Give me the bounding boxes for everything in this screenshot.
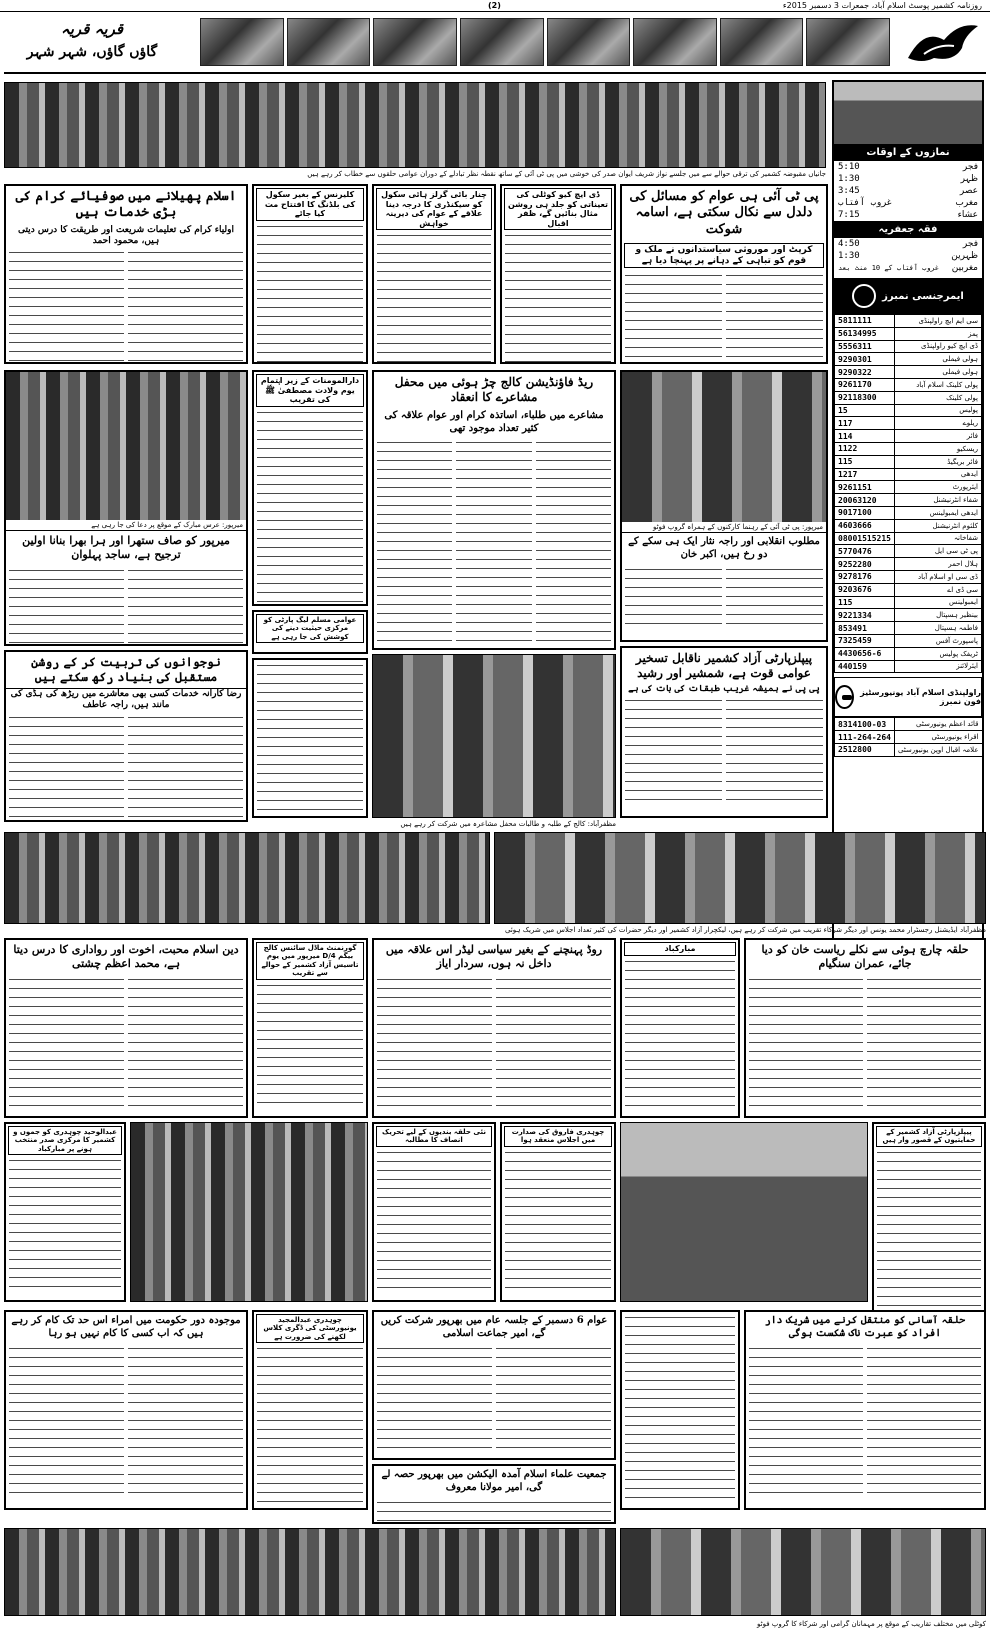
emergency-header: ایمرجنسی نمبرز [834,278,982,314]
phone-label: شفاء انٹرنیشنل [894,494,981,507]
phone-number: 5556311 [835,340,895,353]
article-12: عوامی مسلم لیگ پارٹی کو مرکزی حیثیت دینے کی کوشش کی جا رہی ہے [252,610,368,654]
phone-number: 15 [835,404,895,417]
phone-label: پاسپورٹ آفس [894,634,981,647]
article-19: عوام 6 دسمبر کے جلسہ عام میں بھرپور شرکت کریں گے، امیر جماعت اسلامی [372,1310,616,1460]
phone-label: ڈی سی او اسلام آباد [894,570,981,583]
phone-row [835,609,982,622]
banner-photos [200,18,890,66]
uni-header: راولپنڈی اسلام آباد یونیورسٹیز فون نمبرز [834,677,982,717]
phone-number: 9203676 [835,583,895,596]
phone-number: 9278176 [835,570,895,583]
section-logo [12,20,172,70]
phone-number: 1217 [835,468,895,481]
phone-row [835,327,982,340]
phone-label: کلثوم انٹرنیشنل [894,519,981,532]
phone-label: شفاخانہ [894,532,981,545]
article-24: چوہدری فاروق کی صدارت میں اجلاس منعقد ہوا [500,1122,616,1302]
mid-caption: مظفرآباد ایڈیشنل رجسٹرار محمد یونس اور دیگر شرکاء تقریب میں شرکت کر رہے ہیں، لیکچرار آزاد کشمیر اور دیگر حضرات کی کثیر تعداد اجلاس میں شریک ہوئی [505,926,986,934]
phone-row [835,378,982,391]
phone-number: 4603666 [835,519,895,532]
phone-row [835,442,982,455]
phone-number: 92118300 [835,391,895,404]
phone-row [835,506,982,519]
phone-number: 853491 [835,622,895,635]
phone-row [835,353,982,366]
phone-row [835,494,982,507]
bird-logo-icon [904,18,982,68]
phone-row [835,315,982,328]
phone-label: ریسکیو [894,442,981,455]
phone-number: 9221334 [835,609,895,622]
phone-label: ایئرلائنز [894,660,981,673]
phone-row [835,519,982,532]
masthead-text: روزنامہ کشمیر پوسٹ اسلام آباد، جمعرات 3 دسمبر 2015ء [782,1,982,10]
article-18-photo [620,1122,868,1302]
phone-number: 5811111 [835,315,895,328]
article-8: میرپور: پی ٹی آئی کے رہنما کارکنوں کے ہمراہ گروپ فوٹو مطلوب انقلابی اور راجہ نثار ایک ہی سکے کے دو رخ ہیں، اکبر خان [620,370,828,642]
masthead-line [0,0,990,12]
article-14: روڈ پہنچنے کے بغیر سیاسی لیڈر اس علاقہ میں داخل نہ ہوں، سردار ایاز [372,938,616,1118]
article-23b: نئی حلقہ بندیوں کے لیے تحریک انصاف کا مطالبہ [372,1122,496,1302]
phone-number: 114 [835,430,895,443]
section-title: قریہ قریہ [60,20,124,38]
phone-label: ایمبولینس [894,596,981,609]
phone-label: ٹریفک پولیس [894,647,981,660]
phone-row [835,532,982,545]
phone-row [835,430,982,443]
phone-number: 9252280 [835,558,895,571]
article-18: پیپلزپارٹی آزاد کشمیر کے حمایتیوں کے قصور وار ہیں [872,1122,986,1362]
article-16: گورنمنٹ ماڈل سائنس کالج بیگم D/4 میرپور میں یوم تاسیس آزاد کشمیر کے حوالے سے تقریب [252,938,368,1118]
phone-number: 4430656-6 [835,647,895,660]
phone-row [835,340,982,353]
phone-number: 9290322 [835,366,895,379]
phone-number: 9261170 [835,378,895,391]
article-15: دین اسلام محبت، اخوت اور رواداری کا درس دیتا ہے، محمد اعظم چشتی [4,938,248,1118]
page-number: (2) [488,1,501,10]
article-23-photo [130,1122,368,1302]
prayer-header: نمازوں کے اوقات [834,144,982,161]
phone-row [835,583,982,596]
phone-label: ہلال احمر [894,558,981,571]
phone-label: سی ایم ایچ راولپنڈی [894,315,981,328]
article-9: میرپور: عرس مبارک کے موقع پر دعا کی جا رہی ہے میرپور کو صاف ستھرا اور ہرا بھرا بنانا اولین ترجیح ہے، ساجد پہلوان [4,370,248,646]
phone-row [835,647,982,660]
article-17b [620,1310,740,1510]
mid-photo-left [4,832,490,924]
phone-number: 56134995 [835,327,895,340]
phone-icon [852,284,876,308]
mosque-photo [834,82,982,144]
phone-row [835,404,982,417]
section-banner [4,14,986,74]
phone-label: فائر بریگیڈ [894,455,981,468]
phone-label: سی ڈی اے [894,583,981,596]
phone-row [835,366,982,379]
article-4: کلیرنس کے بغیر سکول کی بلڈنگ کا افتتاح مت کیا جائے [252,184,368,364]
phone-label: ایدھی [894,468,981,481]
phone-label: پی ٹی سی ایل [894,545,981,558]
phone-label: پولی کلینک اسلام آباد [894,378,981,391]
phone-label: فاطمہ ہسپتال [894,622,981,635]
phone-label: فائر [894,430,981,443]
top-caption: جانیاں مقبوضہ کشمیر کی ترقی حوالے سے میں جلسے نواز شریف ایوان صدر کی خوشی میں پی ٹی آئی کے ساتھ نقطہ نظر تبادلے کے دوران عوامی حلقوں سے خطاب کر رہے ہیں [307,170,826,178]
telephone-icon [835,685,854,709]
emergency-table [834,314,982,673]
bottom-photo-left [4,1528,616,1616]
phone-row [835,468,982,481]
article-6: ریڈ فاؤنڈیشن کالج چڑ ہوئی میں محفل مشاعرے کا انعقاد مشاعرے میں طلباء، اساتذہ کرام اور عوام علاقہ کی کثیر تعداد موجود تھی [372,370,616,650]
article-22: جمعیت علماء اسلام آمدہ الیکشن میں بھرپور حصہ لے گی، امیر مولانا معروف [372,1464,616,1524]
article-5: اسلام پھیلانے میں صوفیائے کرام کی بڑی خدمات ہیں اولیاء کرام کی تعلیمات شریعت اور طریقت کا درس دیتی ہیں، محمود احمد [4,184,248,364]
phone-row [835,622,982,635]
top-photo [4,82,826,168]
phone-label: پولیس [894,404,981,417]
phone-label: ایئرپورٹ [894,481,981,494]
phone-row [835,558,982,571]
jafria-header: فقہ جعفریہ [834,221,982,238]
phone-label: ریلوے [894,417,981,430]
article-17: مبارکباد [620,938,740,1118]
phone-row [835,570,982,583]
jafria-table: فجر 4:50 ظہرین 1:30 مغربین غروب آفتاب کے 10 منٹ بعد [838,239,978,273]
phone-row [835,634,982,647]
phone-number: 9017100 [835,506,895,519]
uni-table: 8314100-03 قائد اعظم یونیورسٹی 111-264-264 اقراء یونیورسٹی 2512800 علامہ اقبال اوپن یونیورسٹی [834,717,983,756]
phone-label: ہولی فیملی [894,353,981,366]
phone-label: پولی کلینک [894,391,981,404]
phone-number: 20063120 [835,494,895,507]
prayer-table: فجر 5:10 ظہر 1:30 عصر 3:45 مغرب غروب آفتاب عشاء 7:15 [838,162,978,220]
article-23: عبدالوحید چوہدری کو جموں و کشمیر کا مرکزی صدر منتخب ہونے پر مبارکباد [4,1122,126,1302]
phone-number: 9261151 [835,481,895,494]
phone-label: ہولی فیملی [894,366,981,379]
phone-number: 9290301 [835,353,895,366]
article-10: پیپلزپارٹی آزاد کشمیر ناقابل تسخیر عوامی قوت ہے، شمشیر اور رشید پی پی نے ہمیشہ غریب طبقات کی بات کی ہے [620,646,828,818]
phone-row [835,391,982,404]
phone-row [835,417,982,430]
phone-number: 440159 [835,660,895,673]
article-12-body [252,658,368,818]
phone-number: 1122 [835,442,895,455]
article-6-photo [372,654,616,818]
phone-number: 08001515215 [835,532,895,545]
phone-number: 7325459 [835,634,895,647]
article-2: ڈی ایچ کیو کوٹلی کی تعیناتی کو جلد ہی روشن مثال بنائیں گے، ظفر اقبال [500,184,616,364]
article-7: دارالمومنات کے زیر اہتمام یوم ولادت مصطفیٰ ﷺ کی تقریب [252,370,368,606]
article-3: چنار بائی گرلز ہائی سکول کو سیکنڈری کا درجہ دینا علاقے کے عوام کی دیرینہ خواہش [372,184,496,364]
article-13: حلقہ چارچ ہوئی سے نکلے ریاست خان کو دیا جائے، عمران سنگیام [744,938,986,1118]
caption-a6: مظفرآباد: کالج کے طلبہ و طالبات محفل مشاعرہ میں شرکت کر رہے ہیں [400,820,616,828]
phone-row [835,481,982,494]
phone-number: 115 [835,455,895,468]
phone-label: ایدھی ایمبولینس [894,506,981,519]
article-21: حلقہ آسانی کو منتقل کرنے میں شریک دار افراد کو عبرت ناک شکست ہوگی [744,1310,986,1510]
bottom-caption: کوٹلی میں مختلف تقاریب کے موقع پر مہمانان گرامی اور شرکاء کا گروپ فوٹو [757,1620,986,1628]
mid-photo-right [494,832,986,924]
article-20: موجودہ دور حکومت میں امراء اس حد تک کام کر رہے ہیں کہ اب کسی کا کام نہیں ہو رہا [4,1310,248,1510]
phone-row [835,660,982,673]
phone-number: 117 [835,417,895,430]
phone-label: بینظیر ہسپتال [894,609,981,622]
phone-number: 115 [835,596,895,609]
section-subtitle: گاؤں گاؤں، شہر شہر [26,44,158,60]
article-11: نوجوانوں کی تربیت کر کے روشن مستقبل کی بنیاد رکھ سکتے ہیں رضا کارانہ خدمات کسی بھی معاشرے میں ریڑھ کی ہڈی کی مانند ہیں، راجہ عاطف [4,650,248,822]
phone-number: 5770476 [835,545,895,558]
article-1: پی ٹی آئی ہی عوام کو مسائل کی دلدل سے نکال سکتی ہے، اسامہ شوکت کرپٹ اور موروثی سیاستدانوں نے ملک و قوم کو تباہی کے دہانے پر پہنچا دیا ہے [620,184,828,364]
phone-row [835,596,982,609]
phone-label: ڈی ایچ کیو راولپنڈی [894,340,981,353]
article-25: چوہدری عبدالمجید یونیورسٹی کی ڈگری کلاس لکھنے کی ضرورت ہے [252,1310,368,1510]
phone-label: پمز [894,327,981,340]
phone-row [835,545,982,558]
phone-row [835,455,982,468]
bottom-photo-right [620,1528,986,1616]
